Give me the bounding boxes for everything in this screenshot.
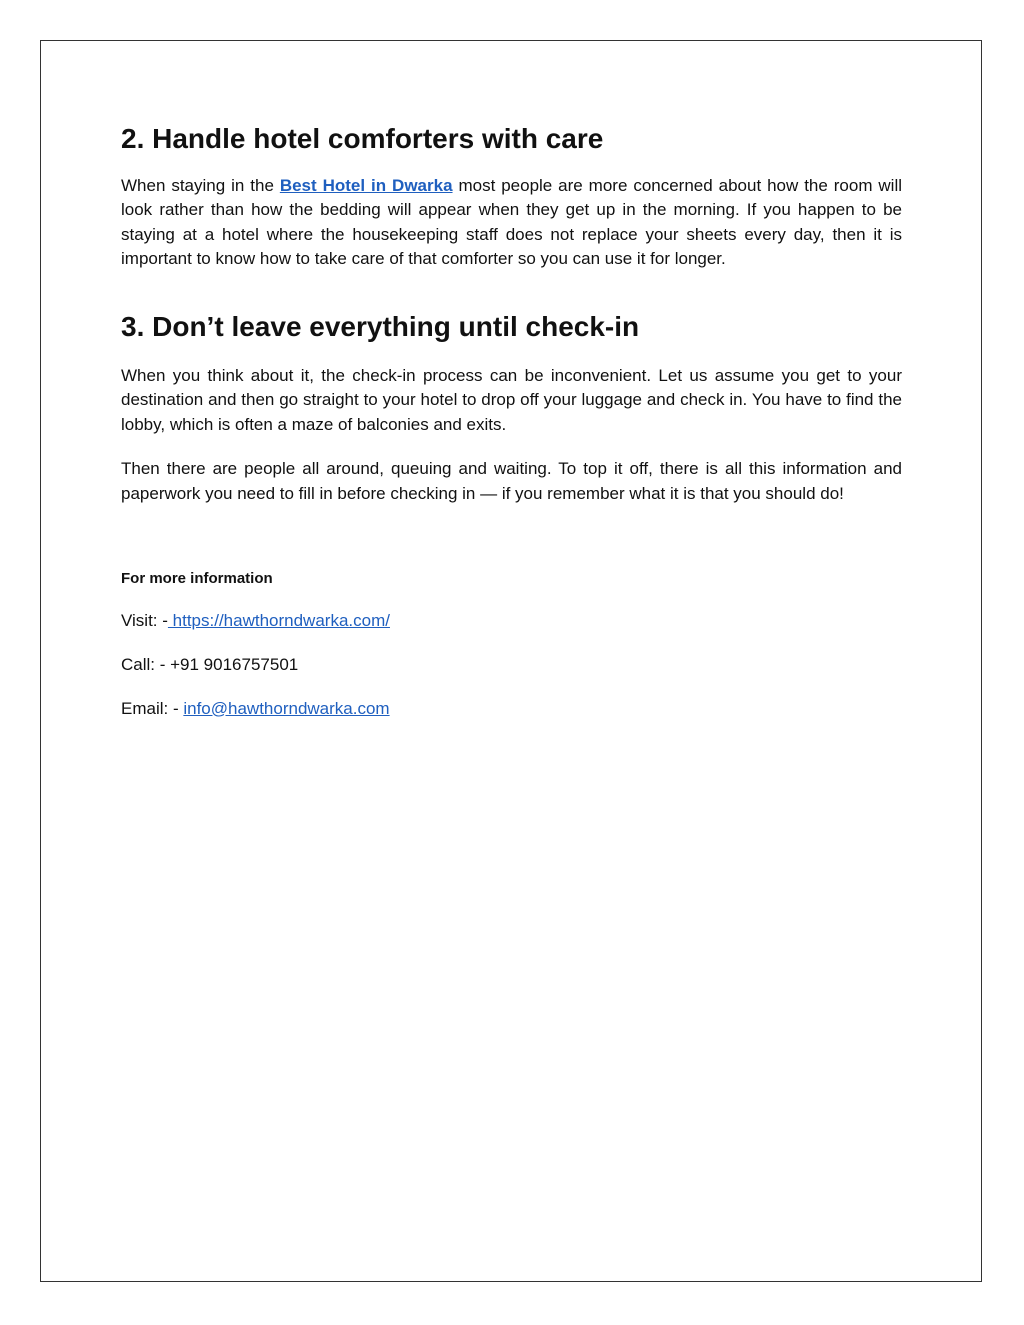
section-checkin xyxy=(121,310,902,507)
visit-label: Visit: - xyxy=(121,610,168,630)
paragraph-text-end: most people are more concerned about how the room will look rather than how the bedding will appear when they get up in the morning. If you happen to be staying at a hotel where the housekeeping staff does not replace your sheets every day, then it is important to know how to take care of that comforter so you can use it for longer. xyxy=(121,175,903,269)
visit-line xyxy=(121,609,902,633)
website-link[interactable]: https://hawthorndwarka.com/ xyxy=(167,610,390,630)
section-comforters xyxy=(121,122,902,272)
section-heading-checkin: 3. Don’t leave everything until check-in xyxy=(121,310,640,342)
paragraph-comforters xyxy=(121,174,902,272)
paragraph-checkin-1: When you think about it, the check-in process can be inconvenient. Let us assume you get to your destination and then go straight to your hotel to drop off your luggage and check in. You have to find the lobby, which is often a maze of balconies and exits. xyxy=(121,365,902,434)
document-content xyxy=(121,120,902,721)
best-hotel-link[interactable]: Best Hotel in Dwarka xyxy=(279,175,453,195)
call-line: Call: - +91 9016757501 xyxy=(121,654,299,674)
paragraph-text-start: When staying in the xyxy=(121,175,280,195)
email-link[interactable]: info@hawthorndwarka.com xyxy=(183,698,390,718)
email-line xyxy=(121,697,902,721)
email-label: Email: - xyxy=(121,698,184,718)
paragraph-checkin-2: Then there are people all around, queuing and waiting. To top it off, there is all this information and paperwork you need to fill in before checking in — if you remember what it is that you should do! xyxy=(121,459,902,503)
section-heading-comforters: 2. Handle hotel comforters with care xyxy=(121,123,604,154)
contact-block xyxy=(121,569,902,721)
contact-heading: For more information xyxy=(121,569,273,587)
